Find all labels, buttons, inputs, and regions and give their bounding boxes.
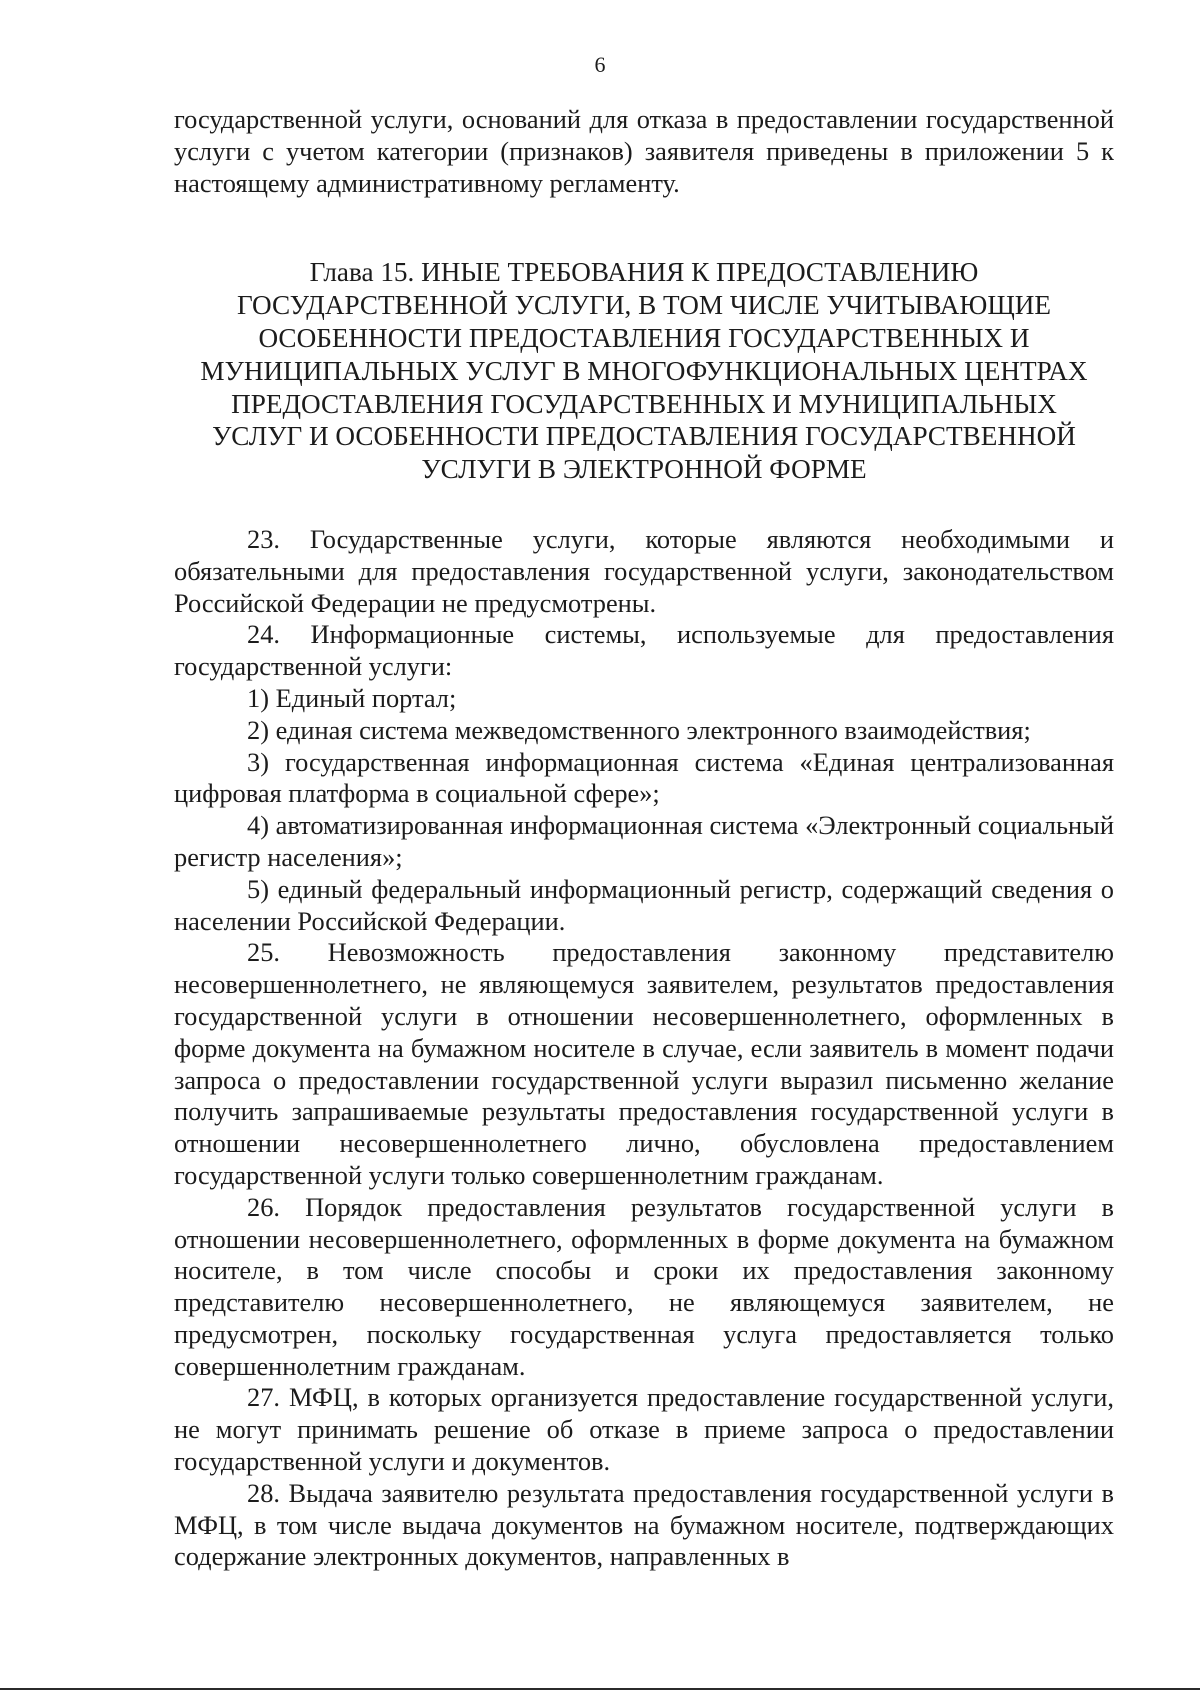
chapter-title-line: УСЛУГИ В ЭЛЕКТРОННОЙ ФОРМЕ xyxy=(421,454,867,485)
chapter-title-line: УСЛУГ И ОСОБЕННОСТИ ПРЕДОСТАВЛЕНИЯ ГОСУДАРСТВЕННОЙ xyxy=(212,421,1076,452)
list-item-4: 4) автоматизированная информационная система «Электронный социальный регистр населения»; xyxy=(174,810,1114,872)
paragraph-26: 26. Порядок предоставления результатов государственной услуги в отношении несовершеннолетнего, оформленных в форме документа на бумажном носителе, в том числе способы и сроки их предоставления законному представителю несовершеннолетнего, не являющемуся заявителем, не предусмотрен, поскольку государственная услуга предоставляется только совершеннолетним гражданам. xyxy=(174,1191,1114,1381)
paragraph-28: 28. Выдача заявителю результата предоставления государственной услуги в МФЦ, в том числе выдача документов на бумажном носителе, подтверждающих содержание электронных документов, направленных в xyxy=(174,1477,1114,1572)
paragraph-25: 25. Невозможность предоставления законному представителю несовершеннолетнего, не являющемуся заявителем, результатов предоставления государственной услуги в отношении несовершеннолетнего, оформленных в форме документа на бумажном носителе в случае, если заявитель в момент подачи запроса о предоставлении государственной услуги выразил письменно желание получить запрашиваемые результаты предоставления государственной услуги в отношении несовершеннолетнего лично, обусловлена предоставлением государственной услуги только совершеннолетним гражданам. xyxy=(174,937,1114,1190)
chapter-title-line: МУНИЦИПАЛЬНЫХ УСЛУГ В МНОГОФУНКЦИОНАЛЬНЫХ ЦЕНТРАХ xyxy=(200,355,1088,386)
chapter-title-line: ОСОБЕННОСТИ ПРЕДОСТАВЛЕНИЯ ГОСУДАРСТВЕННЫХ И xyxy=(258,322,1030,353)
chapter-title-line: Глава 15. ИНЫЕ ТРЕБОВАНИЯ К ПРЕДОСТАВЛЕНИЮ xyxy=(309,257,979,288)
chapter-title-line: ГОСУДАРСТВЕННОЙ УСЛУГИ, В ТОМ ЧИСЛЕ УЧИТЫВАЮЩИЕ xyxy=(237,290,1051,321)
page-body xyxy=(174,104,1114,1573)
paragraph-27: 27. МФЦ, в которых организуется предоставление государственной услуги, не могут принимать решение об отказе в приеме запроса о предоставлении государственной услуги и документов. xyxy=(174,1382,1114,1477)
chapter-title-line: ПРЕДОСТАВЛЕНИЯ ГОСУДАРСТВЕННЫХ И МУНИЦИПАЛЬНЫХ xyxy=(231,388,1057,419)
chapter-title xyxy=(174,256,1114,486)
intro-paragraph: государственной услуги, оснований для отказа в предоставлении государственной услуги с учетом категории (признаков) заявителя приведены в приложении 5 к настоящему административному регламенту. xyxy=(174,104,1114,198)
list-item-2: 2) единая система межведомственного электронного взаимодействия; xyxy=(247,714,1031,745)
list-item-5: 5) единый федеральный информационный регистр, содержащий сведения о населении Российской Федерации. xyxy=(174,873,1114,936)
paragraph-24: 24. Информационные системы, используемые для предоставления государственной услуги: xyxy=(174,619,1114,682)
list-item-3: 3) государственная информационная система «Единая централизованная цифровая платформа в социальной сфере»; xyxy=(174,746,1114,809)
list-item-1: 1) Единый портал; xyxy=(247,682,457,713)
paragraph-23: 23. Государственные услуги, которые являются необходимыми и обязательными для предоставления государственной услуги, законодательством Российской Федерации не предусмотрены. xyxy=(174,523,1114,618)
page-number: 6 xyxy=(594,52,606,77)
bottom-rule xyxy=(0,1688,1200,1690)
